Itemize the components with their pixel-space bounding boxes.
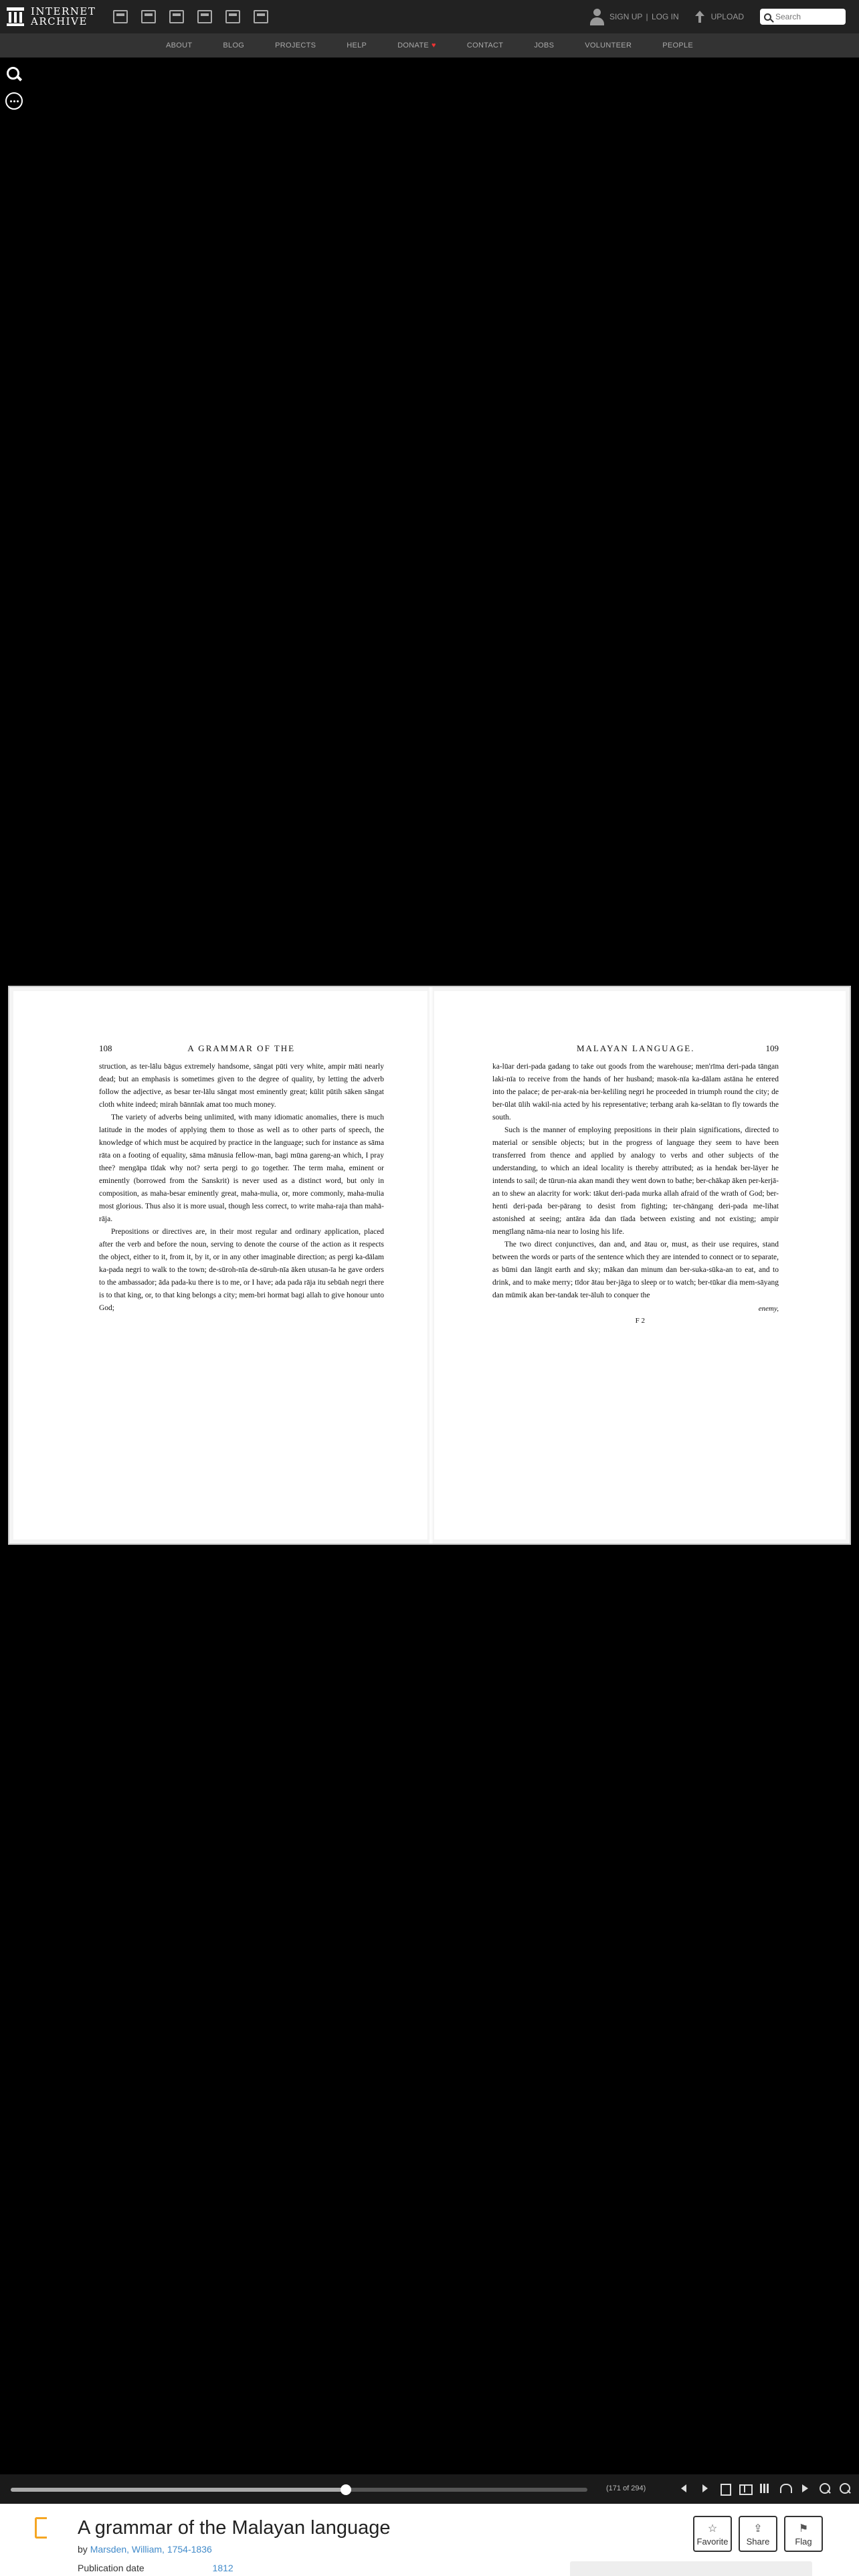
item-actions [693,2516,823,2552]
byline-prefix: by [78,2544,88,2555]
flag-label: Flag [795,2536,812,2547]
audio-icon[interactable] [197,10,212,23]
internet-archive-logo[interactable] [7,7,96,27]
software-icon[interactable] [225,10,240,23]
right-paragraph: Such is the manner of employing prepositions in their plain significations, directed to material or sensible objects; but in the progress of language they seem to have been transferred from thence and applied by analogy to verbs and other subjects of the understanding, to which an ideal locality is thereby attributed; as ia hendak ber-lāyer he intends to sail; de tūrun-nia akan mandi they went down to bathe; ber-chākap āken per-kerjā-an to shew an alacrity for work: tākut deri-pada murka allah afraid of the wrath of God; ber-henti deri-pada ber-pārang to desist from fighting; ter-chāngang deri-pada me-lihat astonished at seeing; antāra āda dan tīada between existing and not existing; ampir mengīlang nāma-nia near to losing his life. [492,1126,779,1236]
book-gutter [427,987,434,1543]
item-title: A grammar of the Malayan language [78,2517,391,2539]
auth-separator: | [646,12,648,21]
publication-date-label: Publication date [78,2563,145,2573]
favorite-label: Favorite [696,2536,729,2547]
nav-donate-label: DONATE [397,41,430,49]
media-type-nav [113,10,268,23]
slider-fill [11,2488,346,2492]
nav-volunteer[interactable]: VOLUNTEER [585,41,632,49]
images-icon[interactable] [254,10,268,23]
page-slider[interactable] [11,2488,587,2492]
item-metadata [0,2504,859,2576]
logo-text [31,7,96,27]
viewer-controls [677,2481,859,2496]
sub-navigation [0,33,859,58]
share-label: Share [746,2536,770,2547]
nav-help[interactable]: HELP [347,41,367,49]
favorite-button[interactable] [693,2516,732,2552]
left-paragraph: struction, as ter-lālu bāgus extremely handsome, sāngat pūti very white, ampir māti nearly dead; but an emphasis is sometimes given to the degree of quality, by letting the adverb follow the adjective, as besar ter-lālu sāngat most eminently great; kūlit pūtih sāken sāngat cloth white indeed; mirah bānnīak amat too much money. [99,1063,384,1109]
publication-date-value[interactable]: 1812 [212,2563,233,2573]
nav-contact[interactable]: CONTACT [466,41,504,49]
left-running-head: A GRAMMAR OF THE [187,1043,296,1053]
zoom-out-icon[interactable] [818,2481,832,2496]
heart-icon: ♥ [432,41,436,49]
nav-jobs[interactable]: JOBS [534,41,555,49]
archive-building-icon [7,7,24,26]
web-icon[interactable] [113,10,128,23]
texts-icon [35,2517,47,2539]
user-icon[interactable] [589,7,604,26]
next-page-icon[interactable] [697,2481,712,2496]
texts-icon[interactable] [141,10,156,23]
left-paragraph: The variety of adverbs being unlimited, with many idiomatic anomalies, there is much latitude in the modes of applying them to those as well as to other parts of speech, the knowledge of which must be acquired by practice in the language; such for instance as sāma rāta on a footing of equality, sāma mānusia fellow-man, bagi mūna gareng-an which, I pray thee? mengāpa tīdak why not? serta pergi to go together. The term maha, eminent or eminently (borrowed from the Sanskrit) is never used as a distinct word, but only in composition, as maha-besar eminently great, maha-mulia, or, more commonly, maha-mulia most glorious. Thus also it is more usual, though less correct, to write maha-raja than mahā-rāja. [99,1113,384,1223]
info-panel [570,2561,812,2576]
more-options-icon[interactable] [5,92,23,110]
left-page [99,1043,384,1315]
top-bar [0,0,859,33]
flag-icon: ⚑ [798,2523,809,2535]
signature-mark: F 2 [635,1317,645,1325]
nav-donate[interactable] [397,41,436,49]
upload-label: UPLOAD [710,12,744,21]
share-button[interactable] [739,2516,777,2552]
zoom-in-icon[interactable] [838,2481,852,2496]
search-inside-icon[interactable] [7,67,21,82]
search-input[interactable] [775,12,839,21]
catchword: enemy, [758,1305,779,1313]
play-icon[interactable] [797,2481,812,2496]
auth-links [609,12,679,21]
left-page-number: 108 [99,1043,112,1053]
two-page-icon[interactable] [737,2481,752,2496]
upload-button[interactable] [695,11,744,23]
right-running-head: MALAYAN LANGUAGE. [576,1043,695,1053]
star-icon: ☆ [707,2523,718,2535]
thumbnail-icon[interactable] [757,2481,772,2496]
right-paragraph: The two direct conjunctives, dan and, and ātau or, must, as their use requires, stand between the words or parts of the sentence which they are intended to connect or to separate, as būmi dan lāngit earth and sky; mākan dan minum dan ber-suka-sūka-an to eat, and to drink, and to make merry; tīdor ātau ber-jāga to sleep or to watch; ber-tūkar dia mem-sāyang dan mūmik akan ber-tandak ter-āluh to conquer the [492,1241,779,1299]
viewer-control-bar [0,2474,859,2504]
byline [78,2544,212,2555]
left-paragraph: Prepositions or directives are, in their most regular and ordinary application, placed after the verb and before the noun, serving to denote the course of the action as it respects the object, either to it, from it, by it, or in any other imaginable direction; as pergi ka-dālam ka-pada negri to walk to the town; de-sūroh-nīa de-sūruh-nīa āken utusan-īa he gave orders to the ambassador; āda pada-ku there is to me, or I have; ada pada rāja itu sebūah negri there is to that king, or, to that king belongs a city; mem-bri hormat bagi allah to give honour unto God; [99,1228,384,1312]
right-page-header [492,1043,779,1054]
book-spread[interactable] [8,986,851,1545]
video-icon[interactable] [169,10,184,23]
nav-about[interactable]: ABOUT [165,41,193,49]
logo-line-1: INTERNET [31,5,96,17]
search-icon [764,13,771,21]
nav-blog[interactable]: BLOG [223,41,245,49]
one-page-icon[interactable] [717,2481,732,2496]
listen-icon[interactable] [777,2481,792,2496]
sign-up-link[interactable]: SIGN UP [609,12,643,21]
left-page-header [99,1043,384,1054]
upload-icon [695,11,704,23]
search-box[interactable] [760,9,846,25]
nav-projects[interactable]: PROJECTS [275,41,316,49]
top-right-controls [589,0,846,33]
right-page-number: 109 [765,1043,779,1053]
publication-date [78,2563,233,2573]
prev-page-icon[interactable] [677,2481,692,2496]
nav-people[interactable]: PEOPLE [662,41,694,49]
share-icon: ⇪ [753,2523,763,2535]
slider-handle[interactable] [341,2484,351,2495]
page-indicator: (171 of 294) [606,2484,646,2492]
log-in-link[interactable]: LOG IN [651,12,679,21]
flag-button[interactable] [784,2516,823,2552]
right-paragraph: ka-lūar deri-pada gadang to take out goods from the warehouse; men'rīma deri-pada tāngan laki-nīa to receive from the hands of her husband; masok-nīa ka-dālam astāna he entered into the palace; de per-arak-nia ber-keliling negri he proceeded in triumph round the city; de ber-ūlat ūlih wakil-nia acted by his representative; terbang arah ka-selātan to fly towards the south. [492,1063,779,1121]
right-page [492,1043,779,1325]
logo-line-2: ARCHIVE [31,15,88,27]
author-link[interactable]: Marsden, William, 1754-1836 [90,2544,212,2555]
